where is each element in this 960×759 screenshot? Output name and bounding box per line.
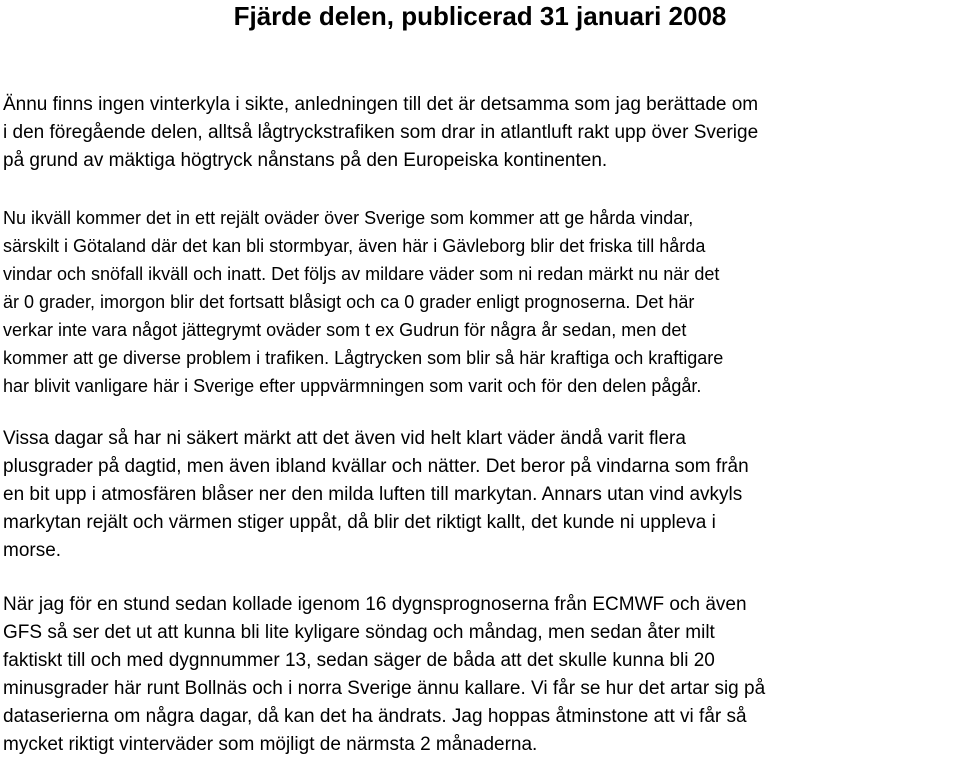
paragraph-line: dataserierna om några dagar, då kan det ha ändrats. Jag hoppas åtminstone att vi får så (3, 706, 747, 727)
paragraph-3 (3, 425, 749, 565)
paragraph-line: har blivit vanligare här i Sverige efter uppvärmningen som varit och för den delen pågår. (3, 376, 702, 396)
paragraph-4 (3, 591, 765, 759)
paragraph-line: markytan rejält och värmen stiger uppåt, då blir det riktigt kallt, det kunde ni uppleva i (3, 512, 716, 533)
paragraph-line: en bit upp i atmosfären blåser ner den milda luften till markytan. Annars utan vind avkyls (3, 484, 743, 505)
paragraph-line: på grund av mäktiga högtryck nånstans på den Europeiska kontinenten. (3, 150, 608, 171)
paragraph-line: är 0 grader, imorgon blir det fortsatt blåsigt och ca 0 grader enligt prognoserna. Det här (3, 292, 695, 312)
document-title: Fjärde delen, publicerad 31 januari 2008 (233, 1, 727, 31)
paragraph-line: Ännu finns ingen vinterkyla i sikte, anledningen till det är detsamma som jag berättade om (3, 94, 759, 115)
paragraph-line: plusgrader på dagtid, men även ibland kvällar och nätter. Det beror på vindarna som från (3, 456, 749, 477)
paragraph-line: Nu ikväll kommer det in ett rejält oväder över Sverige som kommer att ge hårda vindar, (3, 208, 694, 228)
paragraph-line: kommer att ge diverse problem i trafiken. Lågtrycken som blir så här kraftiga och kraftigare (3, 348, 724, 368)
paragraph-line: När jag för en stund sedan kollade igenom 16 dygnsprognoserna från ECMWF och även (3, 594, 747, 615)
paragraph-line: vindar och snöfall ikväll och inatt. Det följs av mildare väder som ni redan märkt nu när det (3, 264, 720, 284)
paragraph-line: minusgrader här runt Bollnäs och i norra Sverige ännu kallare. Vi får se hur det artar sig på (3, 678, 766, 699)
paragraph-line: i den föregående delen, alltså lågtryckstrafiken som drar in atlantluft rakt upp över Sverige (3, 122, 759, 143)
paragraph-1 (3, 91, 758, 175)
paragraph-line: verkar inte vara något jättegrymt oväder som t ex Gudrun för några år sedan, men det (3, 320, 687, 340)
paragraph-line: Vissa dagar så har ni säkert märkt att det även vid helt klart väder ändå varit flera (3, 428, 686, 449)
paragraph-line: morse. (3, 540, 62, 561)
paragraph-line: GFS så ser det ut att kunna bli lite kyligare söndag och måndag, men sedan åter milt (3, 622, 715, 643)
paragraph-line: faktiskt till och med dygnnummer 13, sedan säger de båda att det skulle kunna bli 20 (3, 650, 715, 671)
paragraph-2 (3, 204, 723, 400)
paragraph-line: mycket riktigt vinterväder som möjligt de närmsta 2 månaderna. (3, 734, 538, 755)
paragraph-line: särskilt i Götaland där det kan bli stormbyar, även här i Gävleborg blir det friska till hårda (3, 236, 706, 256)
